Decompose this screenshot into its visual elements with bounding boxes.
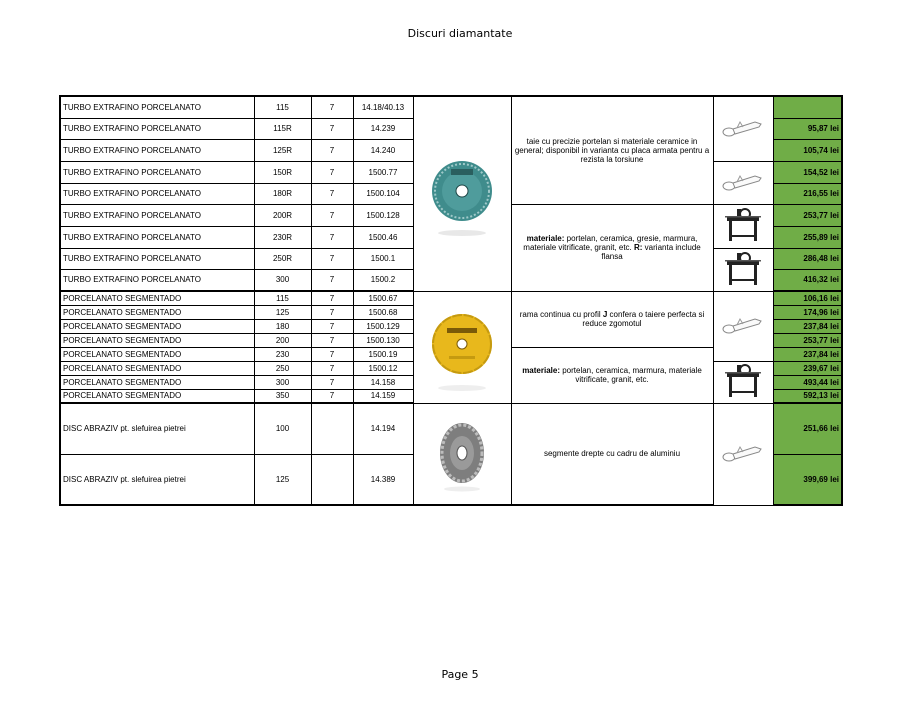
price-value: 154,52 lei: [773, 161, 842, 183]
thickness-value: 7: [311, 183, 353, 204]
product-code: 14.239: [353, 118, 413, 139]
thickness-value: [311, 454, 353, 505]
product-name: PORCELANATO SEGMENTADO: [60, 291, 254, 305]
diameter-value: 125: [254, 454, 311, 505]
thickness-value: [311, 403, 353, 454]
diameter-value: 125: [254, 305, 311, 319]
diameter-value: 200R: [254, 204, 311, 226]
product-name: DISC ABRAZIV pt. slefuirea pietrei: [60, 454, 254, 505]
materials-label: materiale:: [526, 234, 565, 243]
price-value: 174,96 lei: [773, 305, 842, 319]
thickness-value: 7: [311, 161, 353, 183]
product-code: 1500.2: [353, 269, 413, 291]
thickness-value: 7: [311, 139, 353, 161]
diameter-value: 300: [254, 269, 311, 291]
diameter-value: 150R: [254, 161, 311, 183]
turbo-materials: [511, 204, 713, 291]
materials-label: materiale:: [522, 366, 560, 375]
diameter-value: 230R: [254, 226, 311, 248]
segmented-text-a: rama continua cu profil: [519, 310, 603, 319]
materials-text: portelan, ceramica, gresie, marmura, materiale vitrificate, granit, etc.: [523, 234, 698, 252]
product-name: DISC ABRAZIV pt. slefuirea pietrei: [60, 403, 254, 454]
product-code: 1500.128: [353, 204, 413, 226]
product-code: 1500.77: [353, 161, 413, 183]
diameter-value: 180R: [254, 183, 311, 204]
product-code: 14.194: [353, 403, 413, 454]
product-name: PORCELANATO SEGMENTADO: [60, 389, 254, 403]
segmented-description: [511, 291, 713, 347]
r-text: varianta include flansa: [601, 243, 701, 261]
product-code: 1500.104: [353, 183, 413, 204]
thickness-value: 7: [311, 226, 353, 248]
product-code: 1500.46: [353, 226, 413, 248]
thickness-value: 7: [311, 269, 353, 291]
price-value: 237,84 lei: [773, 347, 842, 361]
diameter-value: 100: [254, 403, 311, 454]
angle-grinder-icon: [713, 96, 773, 161]
product-name: TURBO EXTRAFINO PORCELANATO: [60, 226, 254, 248]
thickness-value: 7: [311, 333, 353, 347]
diameter-value: 350: [254, 389, 311, 403]
price-value: 105,74 lei: [773, 139, 842, 161]
price-value: 416,32 lei: [773, 269, 842, 291]
thickness-value: 7: [311, 375, 353, 389]
thickness-value: 7: [311, 305, 353, 319]
turbo-description-text: taie cu precizie portelan si materiale ceramice in general; disponibil in varianta cu placa armata pentru a rezista la torsiune: [514, 136, 710, 164]
price-value: 255,89 lei: [773, 226, 842, 248]
product-name: PORCELANATO SEGMENTADO: [60, 347, 254, 361]
turbo-disc-image: [413, 96, 511, 291]
product-code: 14.18/40.13: [353, 96, 413, 118]
diameter-value: 200: [254, 333, 311, 347]
product-name: TURBO EXTRAFINO PORCELANATO: [60, 248, 254, 269]
price-value: 592,13 lei: [773, 389, 842, 403]
product-code: 1500.19: [353, 347, 413, 361]
price-value: 237,84 lei: [773, 319, 842, 333]
product-name: PORCELANATO SEGMENTADO: [60, 375, 254, 389]
product-code: 1500.1: [353, 248, 413, 269]
thickness-value: 7: [311, 118, 353, 139]
thickness-value: 7: [311, 361, 353, 375]
price-value: 251,66 lei: [773, 403, 842, 454]
segmented-text-b: confera o taiere perfecta si reduce zgomotul: [582, 310, 705, 328]
thickness-value: 7: [311, 291, 353, 305]
product-code: 14.159: [353, 389, 413, 403]
diameter-value: 230: [254, 347, 311, 361]
tile-saw-icon: [713, 204, 773, 248]
product-name: PORCELANATO SEGMENTADO: [60, 361, 254, 375]
table-row: [60, 291, 842, 305]
abrasive-disc-image: [413, 403, 511, 505]
product-name: TURBO EXTRAFINO PORCELANATO: [60, 118, 254, 139]
angle-grinder-icon: [713, 403, 773, 505]
diameter-value: 250R: [254, 248, 311, 269]
thickness-value: 7: [311, 389, 353, 403]
table-row: [60, 403, 842, 454]
product-code: 1500.130: [353, 333, 413, 347]
price-value: 95,87 lei: [773, 118, 842, 139]
product-code: 1500.12: [353, 361, 413, 375]
price-value: 253,77 lei: [773, 204, 842, 226]
diameter-value: 115R: [254, 118, 311, 139]
product-code: 14.389: [353, 454, 413, 505]
segmented-materials: [511, 347, 713, 403]
price-value: 399,69 lei: [773, 454, 842, 505]
turbo-description: [511, 96, 713, 204]
thickness-value: 7: [311, 319, 353, 333]
price-value: 106,16 lei: [773, 291, 842, 305]
product-code: 1500.68: [353, 305, 413, 319]
page-footer: Page 5: [441, 668, 479, 681]
thickness-value: 7: [311, 204, 353, 226]
product-name: TURBO EXTRAFINO PORCELANATO: [60, 269, 254, 291]
price-value: 253,77 lei: [773, 333, 842, 347]
tile-saw-icon: [713, 361, 773, 403]
abrasive-text: segmente drepte cu cadru de aluminiu: [543, 449, 681, 459]
price-value: 216,55 lei: [773, 183, 842, 204]
thickness-value: 7: [311, 248, 353, 269]
product-name: PORCELANATO SEGMENTADO: [60, 333, 254, 347]
product-name: TURBO EXTRAFINO PORCELANATO: [60, 204, 254, 226]
diameter-value: 180: [254, 319, 311, 333]
abrasive-description: [511, 403, 713, 505]
diameter-value: 115: [254, 96, 311, 118]
price-value: [773, 96, 842, 118]
page-title: Discuri diamantate: [407, 27, 513, 40]
angle-grinder-icon: [713, 161, 773, 204]
product-name: TURBO EXTRAFINO PORCELANATO: [60, 161, 254, 183]
r-label: R:: [634, 243, 643, 252]
thickness-value: 7: [311, 96, 353, 118]
product-name: PORCELANATO SEGMENTADO: [60, 305, 254, 319]
product-code: 14.158: [353, 375, 413, 389]
tile-saw-icon: [713, 248, 773, 291]
product-name: TURBO EXTRAFINO PORCELANATO: [60, 139, 254, 161]
price-value: 493,44 lei: [773, 375, 842, 389]
materials-text: portelan, ceramica, marmura, materiale vitrificate, granit, etc.: [559, 366, 702, 384]
profile-j: J: [602, 310, 608, 319]
diameter-value: 115: [254, 291, 311, 305]
product-code: 14.240: [353, 139, 413, 161]
segmented-disc-image: [413, 291, 511, 403]
diameter-value: 250: [254, 361, 311, 375]
diameter-value: 300: [254, 375, 311, 389]
product-code: 1500.67: [353, 291, 413, 305]
product-name: TURBO EXTRAFINO PORCELANATO: [60, 96, 254, 118]
table-row: [60, 96, 842, 118]
price-value: 286,48 lei: [773, 248, 842, 269]
product-name: TURBO EXTRAFINO PORCELANATO: [60, 183, 254, 204]
price-value: 239,67 lei: [773, 361, 842, 375]
diameter-value: 125R: [254, 139, 311, 161]
angle-grinder-icon: [713, 291, 773, 361]
product-table: [59, 95, 843, 506]
product-name: PORCELANATO SEGMENTADO: [60, 319, 254, 333]
thickness-value: 7: [311, 347, 353, 361]
product-code: 1500.129: [353, 319, 413, 333]
